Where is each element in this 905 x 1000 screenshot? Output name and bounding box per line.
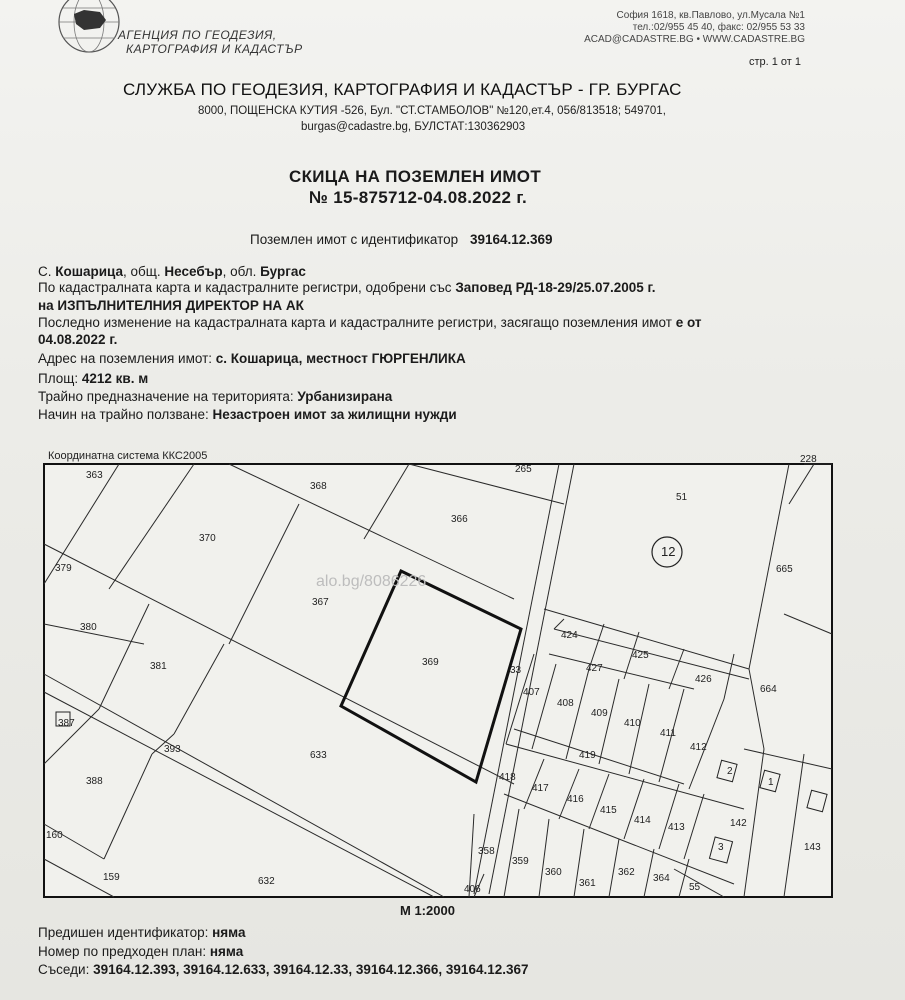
parcel-label: 265 [515,464,532,475]
map-watermark: alo.bg/8086226 [316,573,427,590]
usage-label: Начин на трайно ползване: [38,407,209,422]
approval-text: По кадастралната карта и кадастралните регистри, одобрени със [38,280,452,295]
parcel-label: 366 [451,514,468,525]
parcel-label: 361 [579,878,596,889]
parcel-label: 425 [632,650,649,661]
parcel-label: 159 [103,872,120,883]
parcel-label: 143 [804,842,821,853]
quarter-label: 12 [661,544,676,559]
map-frame [44,464,832,897]
parcel-label: 408 [557,698,574,709]
village-name: Кошарица [55,264,124,279]
parcel-label: 410 [624,718,641,729]
parcel-label: 419 [579,750,596,761]
approval-by: на ИЗПЪЛНИТЕЛНИЯ ДИРЕКТОР НА АК [38,298,304,313]
parcel-label: 367 [312,597,329,608]
parcel-label: 665 [776,564,793,575]
approval-row [38,280,656,295]
parcel-label: 228 [800,454,817,465]
parcel-label: 633 [310,750,327,761]
agency-web: ACAD@CADASTRE.BG • WWW.CADASTRE.BG [584,34,805,45]
agency-name-line2: КАРТОГРАФИЯ И КАДАСТЪР [126,42,303,56]
parcel-label: 632 [258,876,275,887]
parcel-label: 409 [591,708,608,719]
parcel-label: 387 [58,718,75,729]
identifier-label: Поземлен имот с идентификатор [250,232,459,247]
office-email: burgas@cadastre.bg, БУЛСТАТ:130362903 [301,121,526,133]
parcel-label: 55 [689,882,701,893]
parcel-label: 359 [512,856,529,867]
building-label: 3 [718,842,724,853]
neighbors-label: Съседи: [38,962,90,977]
last-change-row [38,315,701,330]
parcel-label: 406 [464,884,481,895]
last-change-text: Последно изменение на кадастралната карта и кадастралните регистри, засягащо поземления имот [38,315,672,330]
previous-identifier-value: няма [212,925,246,940]
parcel-label: 424 [561,630,578,641]
purpose-row [38,389,392,404]
municipality-prefix: , общ. [123,264,161,279]
address-row [38,351,466,366]
page-number: стр. 1 от 1 [748,56,801,68]
parcel-label: 381 [150,661,167,672]
area-label: Площ: [38,371,79,386]
parcel-label: 370 [199,533,216,544]
parcel-label: 379 [55,563,72,574]
agency-name-line1: АГЕНЦИЯ ПО ГЕОДЕЗИЯ, [118,28,277,42]
area-row [38,371,148,386]
parcel-label: 416 [567,794,584,805]
neighbors-row [38,962,529,977]
agency-phone: тел.:02/955 45 40, факс: 02/955 53 33 [632,22,805,33]
parcel-label: 407 [523,687,540,698]
address-value: с. Кошарица, местност ГЮРГЕНЛИКА [215,351,466,366]
previous-identifier-row [38,925,245,940]
usage-row [38,407,457,422]
parcel-label: 426 [695,674,712,685]
parcel-label: 51 [676,492,688,503]
parcel-label: 414 [634,815,651,826]
identifier-value: 39164.12.369 [469,232,553,247]
parcel-label: 360 [545,867,562,878]
parcel-label: 427 [586,663,603,674]
coordinate-system: Координатна система ККС2005 [48,450,208,462]
area-value: 4212 кв. м [81,371,149,386]
parcel-label: 369 [422,657,439,668]
parcel-label: 368 [310,481,327,492]
place-prefix: С. [38,264,52,279]
parcel-label: 418 [499,772,516,783]
parcel-label: 358 [478,846,495,857]
previous-plan-value: няма [209,944,244,959]
parcel-label: 33 [510,665,522,676]
agency-globe-logo-icon [54,0,124,60]
parcel-label: 363 [86,470,103,481]
building-label: 2 [727,766,733,777]
parcel-label: 362 [618,867,635,878]
parcel-label: 160 [46,830,63,841]
map-scale: М 1:2000 [400,903,455,918]
parcel-label: 380 [80,622,97,633]
parcel-label: 411 [660,728,676,739]
building-label: 1 [768,777,774,788]
location-row [38,264,306,279]
purpose-label: Трайно предназначение на територията: [38,389,294,404]
parcel-label: 412 [690,742,707,753]
parcel-label: 388 [86,776,103,787]
sketch-number: № 15-875712-04.08.2022 г. [309,188,528,207]
identifier-row [250,232,553,247]
purpose-value: Урбанизирана [297,389,393,404]
region-name: Бургас [260,264,306,279]
agency-address: София 1618, кв.Павлово, ул.Мусала №1 [616,10,805,21]
region-prefix: , обл. [222,264,257,279]
office-address: 8000, ПОЩЕНСКА КУТИЯ -526, Бул. "СТ.СТАМБОЛОВ" №120,ет.4, 056/813518; 549701, [198,105,666,117]
address-label: Адрес на поземления имот: [38,351,213,366]
previous-identifier-label: Предишен идентификатор: [38,925,209,940]
parcel-label: 415 [600,805,617,816]
parcel-label: 413 [668,822,685,833]
parcel-label: 364 [653,873,670,884]
last-change-suffix: е от [675,315,702,330]
parcel-label: 393 [164,744,181,755]
sketch-title: СКИЦА НА ПОЗЕМЛЕН ИМОТ [289,167,542,186]
neighbors-value: 39164.12.393, 39164.12.633, 39164.12.33, 39164.12.366, 39164.12.367 [93,962,529,977]
last-change-date: 04.08.2022 г. [38,332,118,347]
usage-value: Незастроен имот за жилищни нужди [212,407,457,422]
parcel-label: 664 [760,684,777,695]
previous-plan-row [38,944,243,959]
municipality-name: Несебър [164,264,223,279]
office-title: СЛУЖБА ПО ГЕОДЕЗИЯ, КАРТОГРАФИЯ И КАДАСТЪР - ГР. БУРГАС [123,80,682,99]
previous-plan-label: Номер по предходен план: [38,944,207,959]
parcel-label: 142 [730,818,747,829]
parcel-label: 417 [532,783,549,794]
approval-order: Заповед РД-18-29/25.07.2005 г. [455,280,656,295]
